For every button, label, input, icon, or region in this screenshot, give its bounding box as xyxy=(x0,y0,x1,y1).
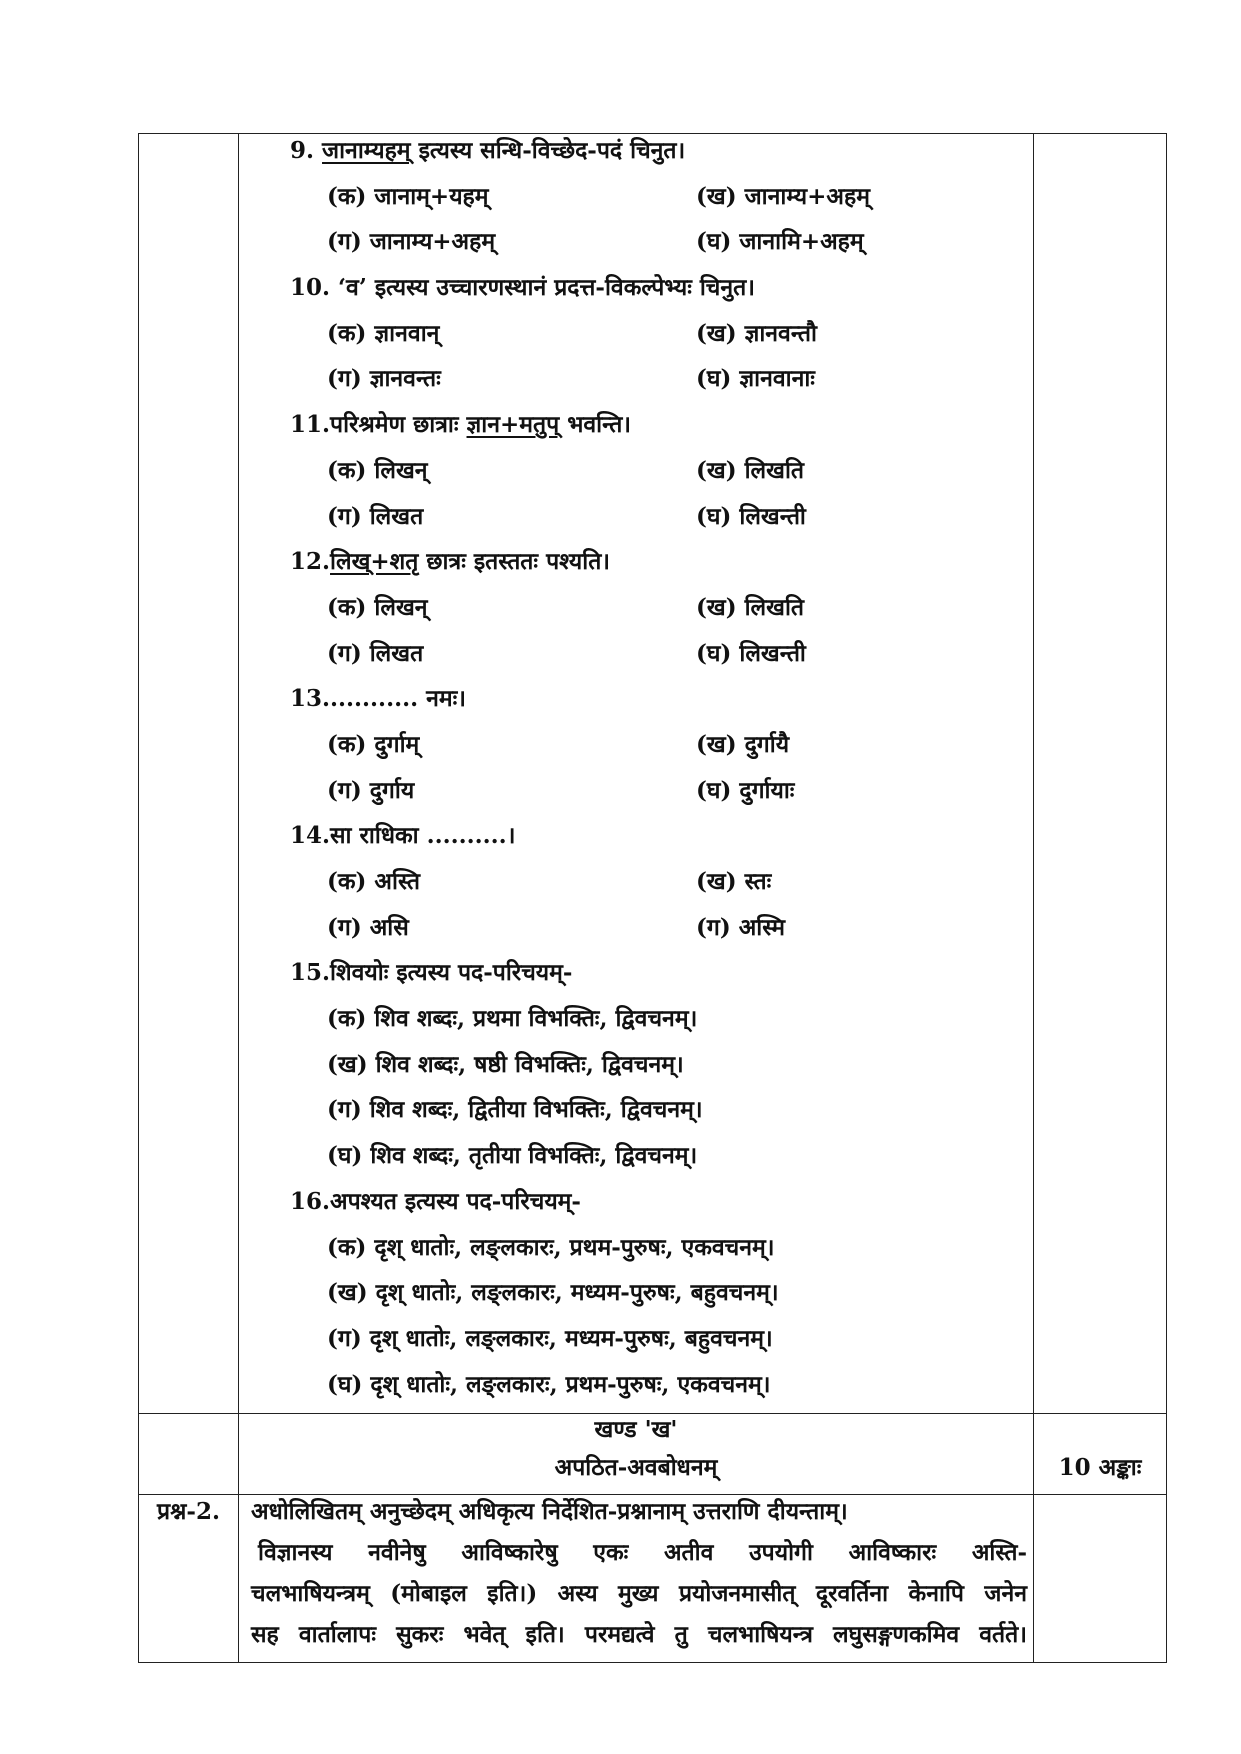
question-body-cell xyxy=(239,1495,1034,1663)
option-ka: (क) लिखन् xyxy=(327,593,428,621)
question-9 xyxy=(239,128,1033,265)
question-number-cell xyxy=(139,1414,239,1495)
option-ka: (क) जानाम्+यहम् xyxy=(327,182,489,210)
option-kha: (ख) ज्ञानवन्तौ xyxy=(696,319,817,347)
question-stem-text: छात्रः इतस्ततः पश्यति। xyxy=(418,548,611,576)
underlined-term: लिख्+शतृ xyxy=(330,548,419,576)
question-stem: 16.अपश्यत इत्यस्य पद-परिचयम्- xyxy=(290,1187,581,1215)
exam-page xyxy=(138,133,1166,1663)
option-ga: (ग) लिखत xyxy=(327,639,424,667)
questions-block xyxy=(239,128,1033,1407)
option-kha: (ख) दृश् धातोः, लङ्लकारः, मध्यम-पुरुषः, बहुवचनम्। xyxy=(327,1279,779,1307)
marks-cell xyxy=(1034,134,1167,1414)
option-gha: (घ) ज्ञानवानाः xyxy=(696,365,815,393)
options-list xyxy=(239,996,1033,1179)
option-ka: (क) दृश् धातोः, लङ्लकारः, प्रथम-पुरुषः, एकवचनम्। xyxy=(327,1233,775,1261)
options-list xyxy=(239,1225,1033,1408)
option-kha: (ख) लिखति xyxy=(696,593,805,621)
options-grid xyxy=(239,448,1033,539)
question-number-cell xyxy=(139,1495,239,1663)
question-2-row xyxy=(139,1495,1167,1663)
option-kha: (ख) शिव शब्दः, षष्ठी विभक्तिः, द्विवचनम्। xyxy=(327,1050,684,1078)
option-ka: (क) दुर्गाम् xyxy=(327,730,420,758)
question-13 xyxy=(239,676,1033,813)
option-gha: (घ) शिव शब्दः, तृतीया विभक्तिः, द्विवचनम्। xyxy=(327,1142,698,1170)
question-16 xyxy=(239,1179,1033,1407)
objective-questions-row xyxy=(139,134,1167,1414)
question-stem-text: 9. xyxy=(290,137,323,164)
question-12 xyxy=(239,539,1033,676)
option-kha: (ख) लिखति xyxy=(696,456,805,484)
marks-cell xyxy=(1034,1414,1167,1495)
option-ga: (ग) लिखत xyxy=(327,502,424,530)
question-stem-text: 11.परिश्रमेण छात्राः xyxy=(290,411,467,439)
option-item: (ग) अस्मि xyxy=(696,913,785,941)
options-grid xyxy=(239,311,1033,402)
question-stem: 13............ नमः। xyxy=(290,685,466,713)
option-ga: (ग) शिव शब्दः, द्वितीया विभक्तिः, द्विवचनम्। xyxy=(327,1096,703,1124)
question-stem xyxy=(239,402,1033,448)
options-grid xyxy=(239,859,1033,950)
passage-line: विज्ञानस्य नवीनेषु आविष्कारेषु एकः अतीव उपयोगी आविष्कारः अस्ति- xyxy=(258,1539,1027,1567)
question-number-cell xyxy=(139,134,239,1414)
option-gha: (घ) दुर्गायाः xyxy=(696,776,795,804)
underlined-term: जानाम्यहम् xyxy=(322,137,411,164)
question-stem-text: 12. xyxy=(290,548,331,576)
options-grid xyxy=(239,585,1033,676)
options-grid xyxy=(239,174,1033,265)
option-gha: (घ) जानामि+अहम् xyxy=(696,228,864,256)
question-table xyxy=(138,133,1167,1663)
option-ka: (क) अस्ति xyxy=(327,868,421,895)
passage-line: सह वार्तालापः सुकरः भवेत् इति। परमद्यत्वे तु चलभाषियन्त्र लघुसङ्गणकमिव वर्तते। xyxy=(251,1621,1027,1649)
option-gha: (घ) दृश् धातोः, लङ्लकारः, प्रथम-पुरुषः, एकवचनम्। xyxy=(327,1370,771,1398)
question-10 xyxy=(239,265,1033,402)
question-instruction: अधोलिखितम् अनुच्छेदम् अधिकृत्य निर्देशित-प्रश्नानाम् उत्तराणि दीयन्ताम्। xyxy=(251,1498,848,1526)
section-heading xyxy=(239,1411,1033,1491)
option-ka: (क) शिव शब्दः, प्रथमा विभक्तिः, द्विवचनम्। xyxy=(327,1005,698,1033)
question-stem xyxy=(239,539,1033,585)
option-kha: (ख) जानाम्य+अहम् xyxy=(696,182,870,210)
question-15 xyxy=(239,950,1033,1178)
question-stem: 10. ‘व’ इत्यस्य उच्चारणस्थानं प्रदत्त-विकल्पेभ्यः चिनुत। xyxy=(290,274,756,302)
section-subtitle: अपठित-अवबोधनम् xyxy=(554,1454,718,1482)
question-11 xyxy=(239,402,1033,539)
option-ga: (ग) ज्ञानवन्तः xyxy=(327,365,441,393)
option-ga: (ग) दृश् धातोः, लङ्लकारः, मध्यम-पुरुषः, बहुवचनम्। xyxy=(327,1324,773,1352)
question-body-cell xyxy=(239,134,1034,1414)
option-ka: (क) ज्ञानवान् xyxy=(327,319,440,347)
question-stem-text: इत्यस्य सन्धि-विच्छेद-पदं चिनुत। xyxy=(410,137,686,164)
passage-line: चलभाषियन्त्रम् (मोबाइल इति।) अस्य मुख्य प्रयोजनमासीत् दूरवर्तिना केनापि जनेन xyxy=(251,1580,1027,1608)
option-ga: (ग) जानाम्य+अहम् xyxy=(327,228,496,256)
question-stem: 15.शिवयोः इत्यस्य पद-परिचयम्- xyxy=(290,959,573,987)
question-stem-text: भवन्ति। xyxy=(559,411,632,439)
question-stem xyxy=(239,128,1033,174)
passage-block xyxy=(239,1491,1033,1658)
option-gha: (घ) लिखन्ती xyxy=(696,502,806,530)
marks-cell xyxy=(1034,1495,1167,1663)
option-ga: (ग) असि xyxy=(327,913,409,941)
option-gha: (घ) लिखन्ती xyxy=(696,639,806,667)
option-kha: (ख) दुर्गायै xyxy=(696,730,790,758)
section-heading-cell xyxy=(239,1414,1034,1495)
option-kha: (ख) स्तः xyxy=(696,868,772,895)
underlined-term: ज्ञान+मतुप् xyxy=(466,411,560,439)
question-14 xyxy=(239,813,1033,950)
section-marks: 10 अङ्काः xyxy=(1058,1454,1142,1482)
question-stem: 14.सा राधिका ..........। xyxy=(290,822,516,850)
options-grid xyxy=(239,722,1033,813)
option-ga: (ग) दुर्गाय xyxy=(327,776,415,804)
question-label: प्रश्न-2. xyxy=(157,1498,220,1526)
section-title: खण्ड 'ख' xyxy=(594,1416,678,1444)
option-ka: (क) लिखन् xyxy=(327,456,428,484)
section-heading-row xyxy=(139,1414,1167,1495)
